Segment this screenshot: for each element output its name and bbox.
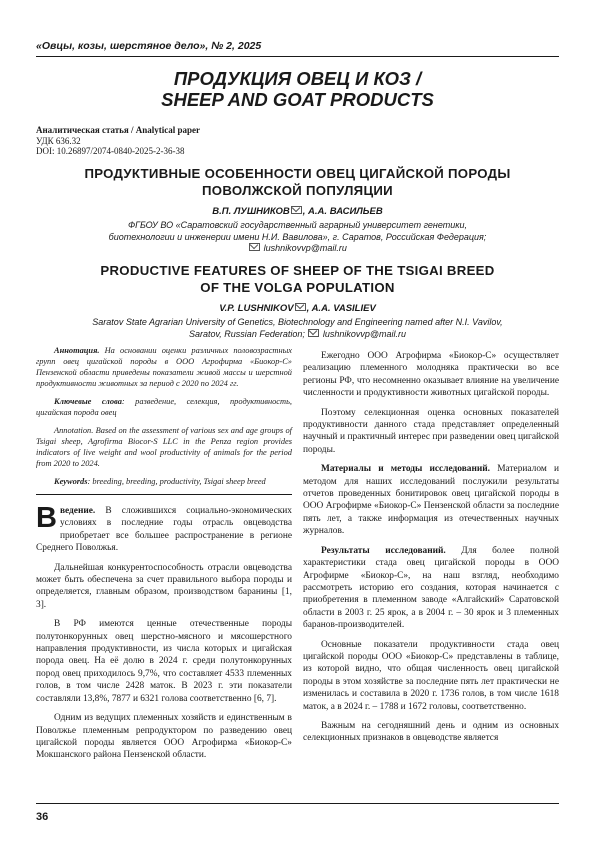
intro-heading: ведение. — [59, 506, 96, 516]
doi: DOI: 10.26897/2074-0840-2025-2-36-38 — [36, 146, 185, 156]
rubric-en: SHEEP AND GOAT PRODUCTS — [161, 89, 434, 110]
author-1-ru: В.П. ЛУШНИКОВ — [212, 206, 290, 217]
title-en — [40, 262, 555, 296]
title-en-line1: PRODUCTIVE FEATURES OF SHEEP OF THE TSIGAI BREED — [100, 263, 495, 278]
title-ru — [40, 165, 555, 199]
paragraph-5: Ежегодно ООО Агрофирма «Биокор-С» осуществляет реализацию племенного молодняка практически во все регионы РФ, что несомненно оказывает влияние на увеличение численности и продуктивности животных цигайской породы. — [303, 351, 559, 399]
author-1-en: V.P. LUSHNIKOV — [219, 303, 294, 314]
paragraph-9: Основные показатели продуктивности стада овец цигайской породы ООО «Биокор-С» представлены в таблице, из которой видно, что общая численность овец цигайской породы в этом хозяйстве за последние пять лет практически не изменилась и составила в 2020 г. 1736 голов, в том числе 1618 маток, а в 2024 г. – 1788 и 1672 головы, соответственно. — [303, 639, 559, 712]
affiliation-ru-line2: биотехнологии и инженерии имени Н.И. Вавилова», г. Саратов, Российская Федерация; — [108, 231, 487, 242]
envelope-icon — [291, 206, 302, 214]
footer-rule — [36, 803, 559, 804]
drop-cap: В — [36, 502, 57, 534]
title-ru-line1: ПРОДУКТИВНЫЕ ОСОБЕННОСТИ ОВЕЦ ЦИГАЙСКОЙ ПОРОДЫ — [84, 166, 511, 181]
paragraph-3: В РФ имеются ценные отечественные породы полутонкорунных овец шерстно-мясного и мясошерстного направления продуктивности, из числа которых и цигайская порода овец. На её долю в 2024 г. среди полутонкорунных пород овец приходилось 9,7%, что составляет 4533 племенных голов, в том числе 2428 маток. В 2023 г. эти показатели составляли 13,8%, 7877 и 6321 голова соответственно [6, 7]. — [36, 619, 292, 704]
udk: УДК 636.32 — [36, 135, 81, 146]
header-rule — [36, 56, 559, 57]
envelope-icon — [308, 329, 319, 337]
methods-text: Материалом и методом для наших исследований послужили результаты отчетов проведенных бонитировок овец цигайской породы в ООО Агрофирме «Биокор-С» Пензенской области за последние пять лет, а также информация из отечественных научных журналов. — [303, 464, 559, 537]
paragraph-10: Важным на сегодняшний день и одним из основных селекционных признаков в овцеводстве является — [303, 720, 559, 744]
rubric-ru: ПРОДУКЦИЯ ОВЕЦ И КОЗ / — [173, 68, 422, 89]
methods-paragraph — [303, 463, 559, 537]
envelope-icon — [249, 243, 260, 251]
intro-text: В сложившихся социально-экономических условиях в последние годы отрасль овцеводства приобретает все большее распространение в регионе Среднего Поволжья. — [36, 506, 292, 554]
paragraph-4: Одним из ведущих племенных хозяйств и единственным в Поволжье племенным репродуктором по разведению овец цигайской породы является ООО Агрофирма «Биокор-С» Мокшанского района Пензенской области. — [36, 713, 292, 761]
keywords-ru-text: : разведение, селекция, продуктивность, цигайская порода овец — [36, 397, 292, 417]
keywords-label-en: Keywords — [54, 477, 88, 486]
keywords-label-ru: Ключевые слова — [54, 397, 122, 406]
authors-ru — [0, 206, 595, 217]
methods-heading: Материалы и методы исследований. — [321, 464, 491, 475]
article-type: Аналитическая статья / Analytical paper — [36, 125, 201, 135]
envelope-icon — [295, 303, 306, 311]
left-column — [36, 345, 292, 769]
email-en[interactable]: lushnikovvp@mail.ru — [322, 328, 407, 339]
abstract-ru-text: На основании оценки различных половозрастных групп овец цигайской породы в ООО Агрофирма «Биокор-С» Пензенской области приведены показатели живой массы и шерстной продуктивности животных за период с 2020 по 2024 гг. — [36, 346, 292, 388]
intro-paragraph — [36, 502, 292, 555]
journal-header: «Овцы, козы, шерстяное дело», № 2, 2025 — [36, 40, 262, 52]
abstract-en: Annotation. Based on the assessment of various sex and age groups of Tsigai sheep, Agrofirma Biocor-S LLC in the Penza region provides indicators of live weight and wool productivity of animals for the period from 2020 to 2024. — [36, 426, 292, 468]
affiliation-en — [40, 317, 555, 340]
authors-en — [0, 303, 595, 314]
author-2-ru: , А.А. ВАСИЛЬЕВ — [302, 206, 383, 217]
article-meta — [36, 125, 200, 157]
page-number: 36 — [36, 811, 49, 823]
affiliation-en-line1: Saratov State Agrarian University of Genetics, Biotechnology and Engineering named after N.I. Vavilov, — [92, 317, 503, 327]
results-paragraph — [303, 545, 559, 632]
keywords-en-text: : breeding, breeding, productivity, Tsigai sheep breed — [87, 477, 266, 486]
title-ru-line2: ПОВОЛЖСКОЙ ПОПУЛЯЦИИ — [202, 183, 393, 198]
abstract-label: Аннотация. — [54, 346, 100, 355]
abstract-ru — [36, 345, 292, 389]
abstract-block — [36, 345, 292, 487]
paragraph-2: Дальнейшая конкурентоспособность отрасли овцеводства может быть обеспечена за счет правильного выбора породы и определяется, главным образом, производством баранины [1, 3]. — [36, 562, 292, 610]
results-heading: Результаты исследований. — [321, 545, 446, 556]
keywords-ru — [36, 396, 292, 418]
paragraph-6: Поэтому селекционная оценка основных показателей продуктивности данного стада представляет определенный научный и практичный интерес при разведении овец цигайской породы. — [303, 407, 559, 455]
results-text: Для более полной характеристики стада овец цигайской породы в ООО Агрофирме «Биокор-С», на наш взгляд, необходимо рассмотреть историю его создания, которая начинается с приобретения в племенном заводе «Алгайский» Саратовской области в 2003 г. 25 ярок, а в 2004 г. – 30 ярок и 3 племенных баранов-производителей. — [303, 545, 559, 631]
author-2-en: , A.A. VASILIEV — [306, 303, 376, 314]
keywords-en — [36, 476, 292, 487]
email-ru[interactable]: lushnikovvp@mail.ru — [263, 243, 347, 253]
affiliation-en-line2: Saratov, Russian Federation; — [188, 328, 308, 339]
affiliation-ru — [40, 220, 555, 255]
affiliation-ru-line1: ФГБОУ ВО «Саратовский государственный аграрный университет генетики, — [127, 220, 468, 230]
right-column — [303, 350, 559, 752]
title-en-line2: OF THE VOLGA POPULATION — [200, 280, 395, 295]
abstract-divider — [36, 494, 292, 495]
